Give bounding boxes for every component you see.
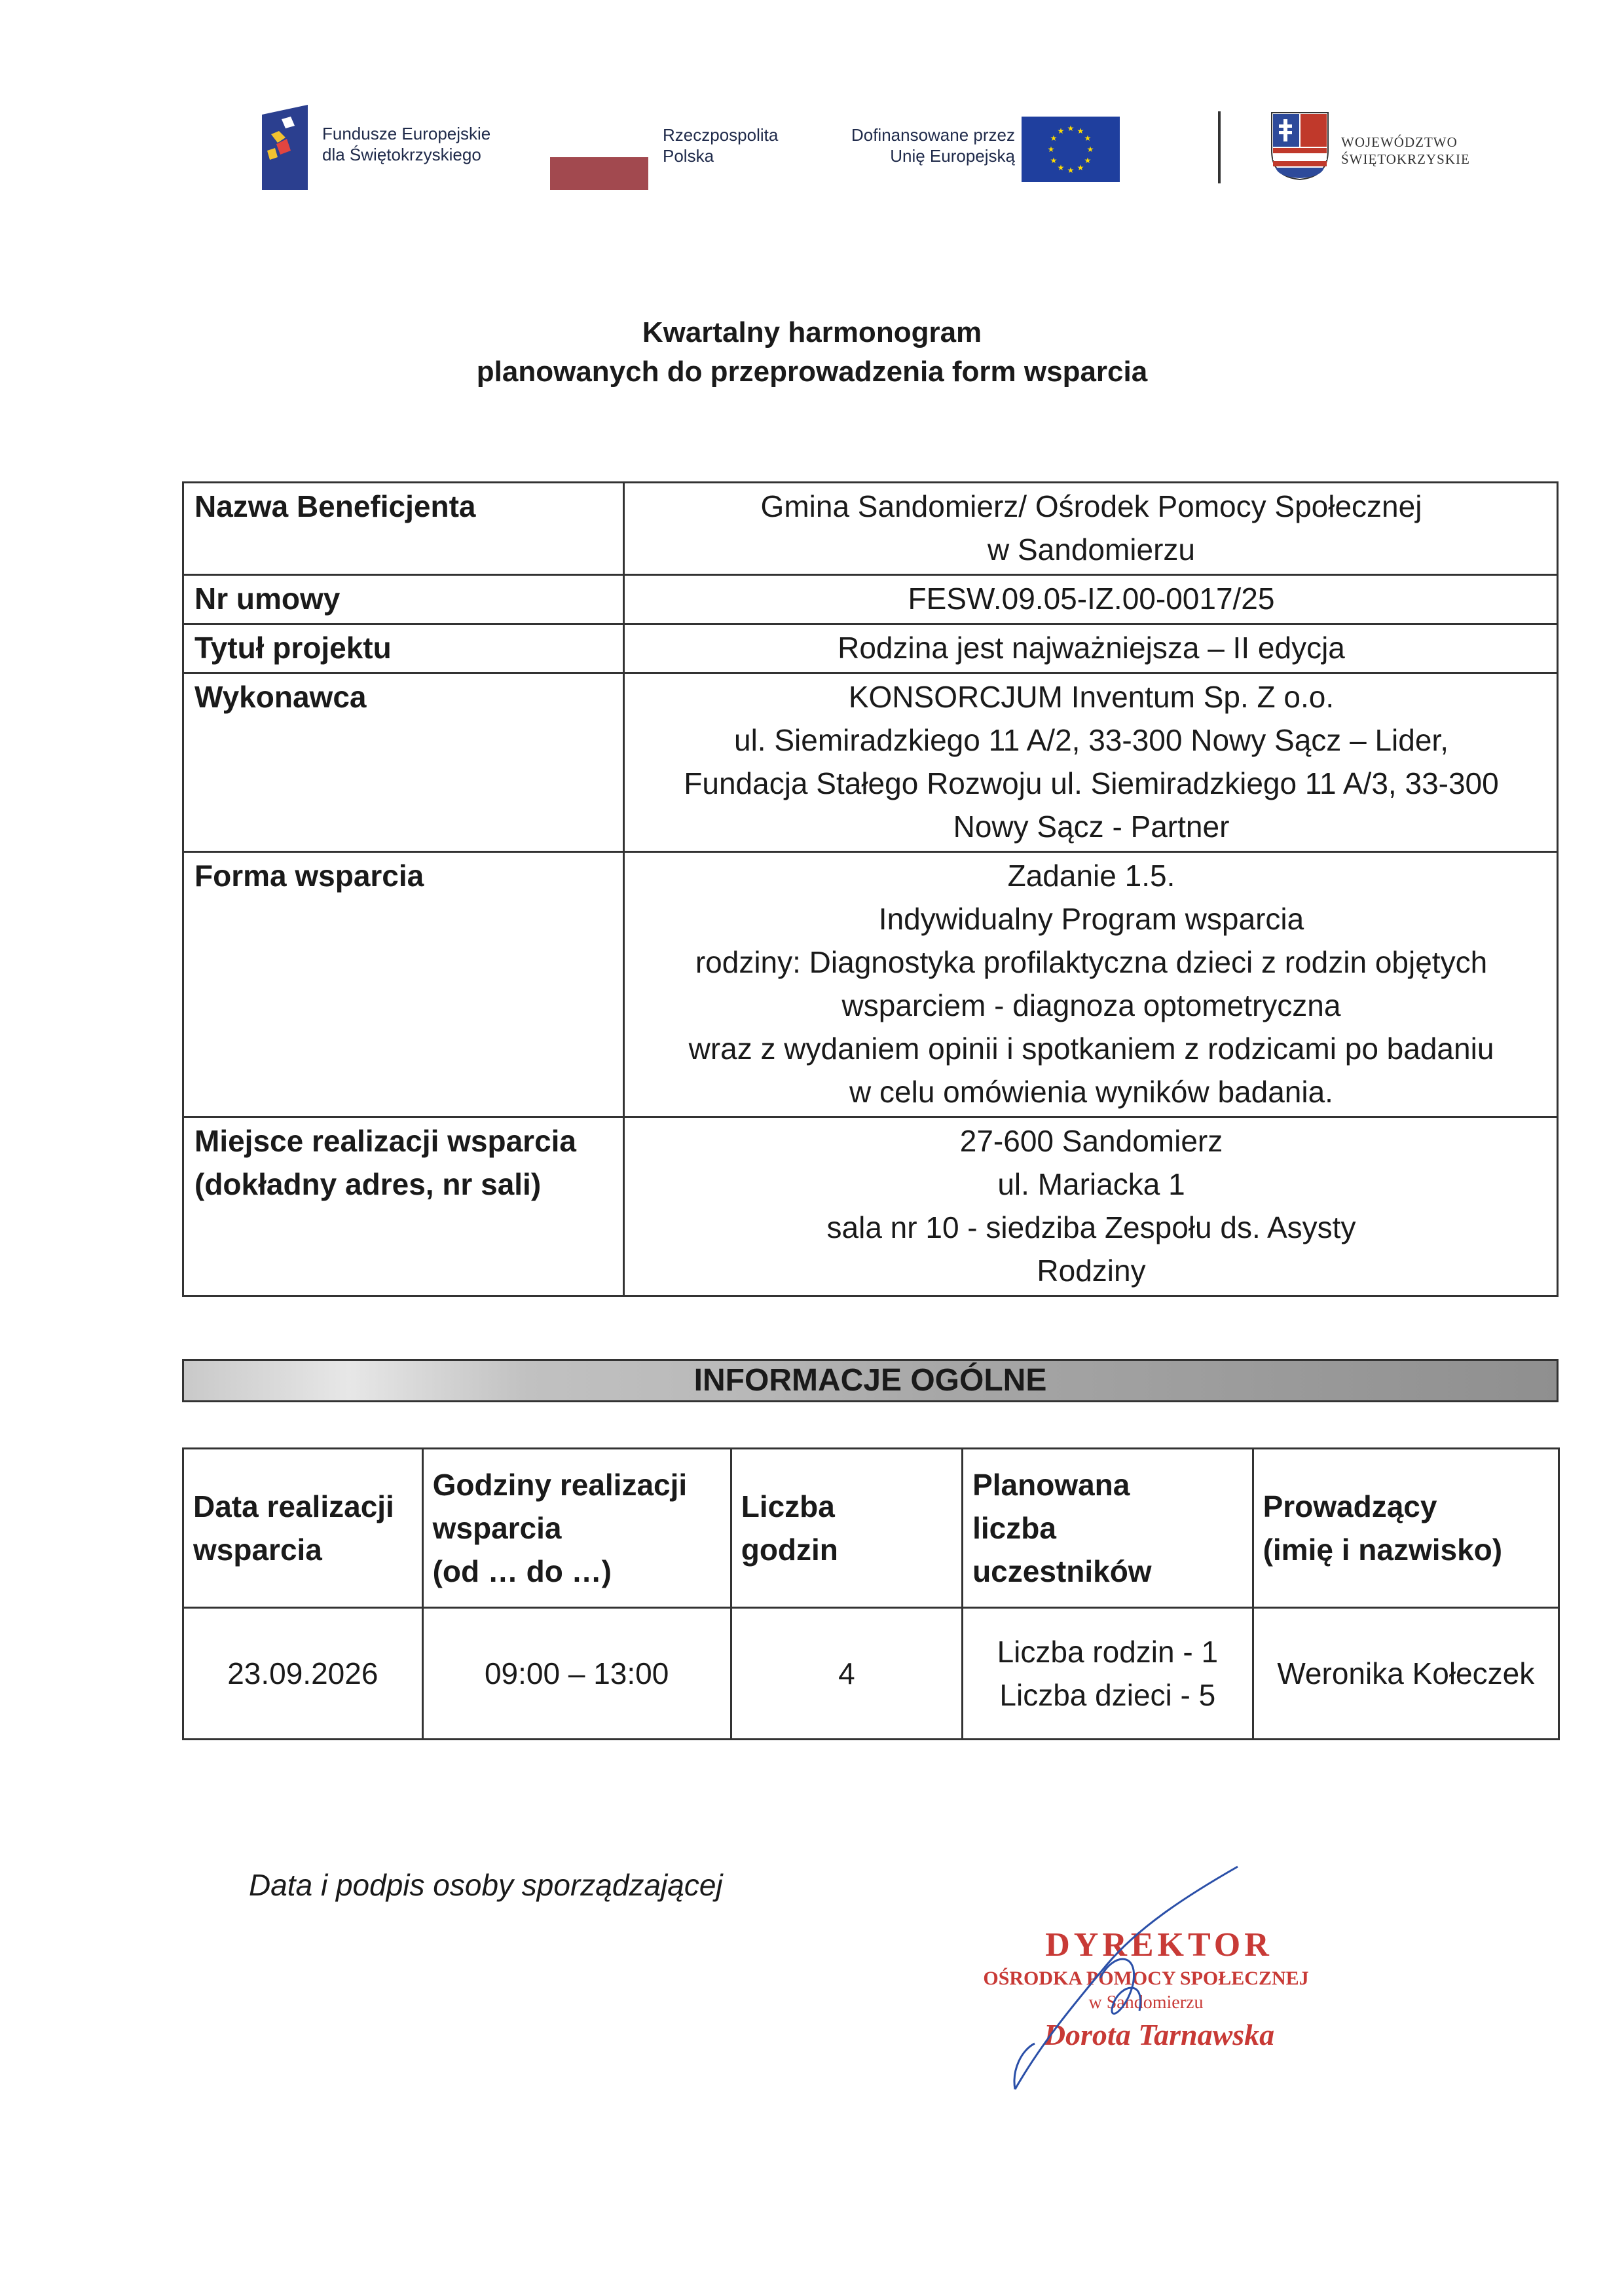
- header-hours-line-2: wsparcia: [432, 1511, 562, 1545]
- region-line-1: WOJEWÓDZTWO: [1341, 134, 1458, 150]
- cell-hour-count: 4: [731, 1608, 962, 1740]
- svg-text:★: ★: [1086, 145, 1094, 154]
- beneficiary-line-1: Gmina Sandomierz/ Ośrodek Pomocy Społecznej: [760, 489, 1422, 523]
- stamp-name: Dorota Tarnawska: [1043, 2018, 1275, 2051]
- header-date-line-2: wsparcia: [193, 1533, 322, 1567]
- contractor-value: [624, 673, 1558, 852]
- contractor-label: Wykonawca: [183, 673, 624, 852]
- project-info-table: [182, 481, 1559, 1297]
- header-participants: [963, 1449, 1253, 1608]
- svg-text:★: ★: [1084, 156, 1092, 165]
- header-leader-line-1: Prowadzący: [1263, 1489, 1437, 1523]
- document-title-line-1: Kwartalny harmonogram: [642, 316, 982, 348]
- svg-text:★: ★: [1067, 166, 1075, 175]
- fundusze-europejskie-logo: [262, 105, 544, 190]
- schedule-row: [183, 1608, 1559, 1740]
- wojewodztwo-text: [1341, 134, 1470, 168]
- svg-text:★: ★: [1057, 126, 1065, 136]
- fundusze-europejskie-mark-icon: [262, 105, 314, 190]
- support-form-line-5: wraz z wydaniem opinii i spotkaniem z rodzicami po badaniu: [688, 1032, 1494, 1066]
- region-line-2: ŚWIĘTOKRZYSKIE: [1341, 151, 1470, 167]
- header-hour-count-line-1: Liczba: [741, 1489, 835, 1523]
- contractor-line-4: Nowy Sącz - Partner: [953, 810, 1230, 844]
- header-leader-line-2: (imię i nazwisko): [1263, 1533, 1503, 1567]
- eu-cofinanced-logo: [838, 105, 1139, 190]
- stamp-institution: OŚRODKA POMOCY SPOŁECZNEJ: [983, 1968, 1309, 1989]
- eu-line-1: Dofinansowane przez: [851, 125, 1015, 145]
- swietokrzyskie-crest-icon: [1270, 111, 1329, 181]
- svg-text:★: ★: [1077, 126, 1084, 136]
- place-row: [183, 1117, 1558, 1296]
- svg-text:★: ★: [1067, 124, 1075, 133]
- schedule-table: [182, 1447, 1560, 1740]
- support-form-label: Forma wsparcia: [183, 852, 624, 1117]
- svg-text:★: ★: [1077, 163, 1084, 172]
- project-title-value: Rodzina jest najważniejsza – II edycja: [624, 624, 1558, 673]
- support-form-row: [183, 852, 1558, 1117]
- cell-date: 23.09.2026: [183, 1608, 423, 1740]
- stamp-title: DYREKTOR: [1045, 1926, 1273, 1964]
- contractor-line-1: KONSORCJUM Inventum Sp. Z o.o.: [848, 680, 1335, 714]
- participants-families: Liczba rodzin - 1: [997, 1635, 1219, 1669]
- header-hour-count: [731, 1449, 962, 1608]
- contractor-line-2: ul. Siemiradzkiego 11 A/2, 33-300 Nowy Sącz – Lider,: [734, 723, 1449, 757]
- project-title-row: [183, 624, 1558, 673]
- contractor-line-3: Fundacja Stałego Rozwoju ul. Siemiradzkiego 11 A/3, 33-300: [684, 766, 1499, 800]
- support-form-line-1: Zadanie 1.5.: [1007, 859, 1175, 893]
- fe-line-1: Fundusze Europejskie: [322, 124, 491, 143]
- cell-leader: Weronika Kołeczek: [1253, 1608, 1559, 1740]
- stamp-city: w Sandomierzu: [1088, 1992, 1204, 2013]
- place-value: [624, 1117, 1558, 1296]
- wojewodztwo-swietokrzyskie-logo: [1270, 111, 1506, 190]
- general-info-banner: [182, 1359, 1559, 1402]
- header-participants-line-3: uczestników: [972, 1554, 1152, 1588]
- place-line-1: 27-600 Sandomierz: [959, 1124, 1223, 1158]
- place-line-2: ul. Mariacka 1: [997, 1167, 1185, 1201]
- fundusze-europejskie-text: [322, 123, 490, 165]
- header-participants-line-1: Planowana: [972, 1468, 1130, 1502]
- rzeczpospolita-polska-logo: [550, 124, 799, 196]
- header-participants-line-2: liczba: [972, 1511, 1056, 1545]
- cell-hours: 09:00 – 13:00: [422, 1608, 731, 1740]
- cell-participants: [963, 1608, 1253, 1740]
- rp-line-1: Rzeczpospolita: [663, 125, 779, 145]
- svg-text:★: ★: [1057, 163, 1065, 172]
- support-form-line-6: w celu omówienia wyników badania.: [849, 1075, 1333, 1109]
- project-title-label: Tytuł projektu: [183, 624, 624, 673]
- logo-divider: [1218, 111, 1221, 183]
- logo-bar: [262, 105, 1493, 196]
- beneficiary-row: [183, 483, 1558, 575]
- general-info-heading: INFORMACJE OGÓLNE: [693, 1363, 1047, 1398]
- place-label: [183, 1117, 624, 1296]
- beneficiary-label: Nazwa Beneficjenta: [183, 483, 624, 575]
- handwritten-signature: [976, 1854, 1277, 2102]
- place-label-line-2: (dokładny adres, nr sali): [194, 1167, 542, 1201]
- place-line-4: Rodziny: [1037, 1254, 1146, 1288]
- svg-text:★: ★: [1050, 156, 1058, 165]
- rp-line-2: Polska: [663, 146, 714, 166]
- header-date-line-1: Data realizacji: [193, 1489, 394, 1523]
- support-form-value: [624, 852, 1558, 1117]
- place-line-3: sala nr 10 - siedziba Zespołu ds. Asysty: [826, 1210, 1356, 1244]
- beneficiary-line-2: w Sandomierzu: [987, 532, 1196, 567]
- place-label-line-1: Miejsce realizacji wsparcia: [194, 1124, 577, 1158]
- schedule-header-row: [183, 1449, 1559, 1608]
- signature-label: Data i podpis osoby sporządzającej: [249, 1868, 723, 1902]
- svg-text:★: ★: [1050, 134, 1058, 143]
- header-hours: [422, 1449, 731, 1608]
- contract-row: [183, 575, 1558, 624]
- header-hours-line-3: (od … do …): [432, 1554, 612, 1588]
- document-title-line-2: planowanych do przeprowadzenia form wsparcia: [476, 356, 1148, 388]
- header-date: [183, 1449, 423, 1608]
- header-leader: [1253, 1449, 1559, 1608]
- eu-text: [851, 124, 1015, 166]
- svg-text:★: ★: [1084, 134, 1092, 143]
- poland-flag-icon: [550, 124, 648, 190]
- support-form-line-4: wsparciem - diagnoza optometryczna: [841, 988, 1341, 1022]
- svg-text:★: ★: [1047, 145, 1055, 154]
- eu-flag-icon: [1022, 117, 1120, 182]
- fe-line-2: dla Świętokrzyskiego: [322, 145, 481, 164]
- beneficiary-value: [624, 483, 1558, 575]
- support-form-line-3: rodziny: Diagnostyka profilaktyczna dzieci z rodzin objętych: [695, 945, 1488, 979]
- rzeczpospolita-text: [663, 124, 778, 166]
- contractor-row: [183, 673, 1558, 852]
- participants-children: Liczba dzieci - 5: [999, 1678, 1216, 1712]
- contract-value: FESW.09.05-IZ.00-0017/25: [624, 575, 1558, 624]
- support-form-line-2: Indywidualny Program wsparcia: [878, 902, 1304, 936]
- header-hour-count-line-2: godzin: [741, 1533, 838, 1567]
- contract-label: Nr umowy: [183, 575, 624, 624]
- eu-line-2: Unię Europejską: [890, 146, 1015, 166]
- header-hours-line-1: Godziny realizacji: [432, 1468, 688, 1502]
